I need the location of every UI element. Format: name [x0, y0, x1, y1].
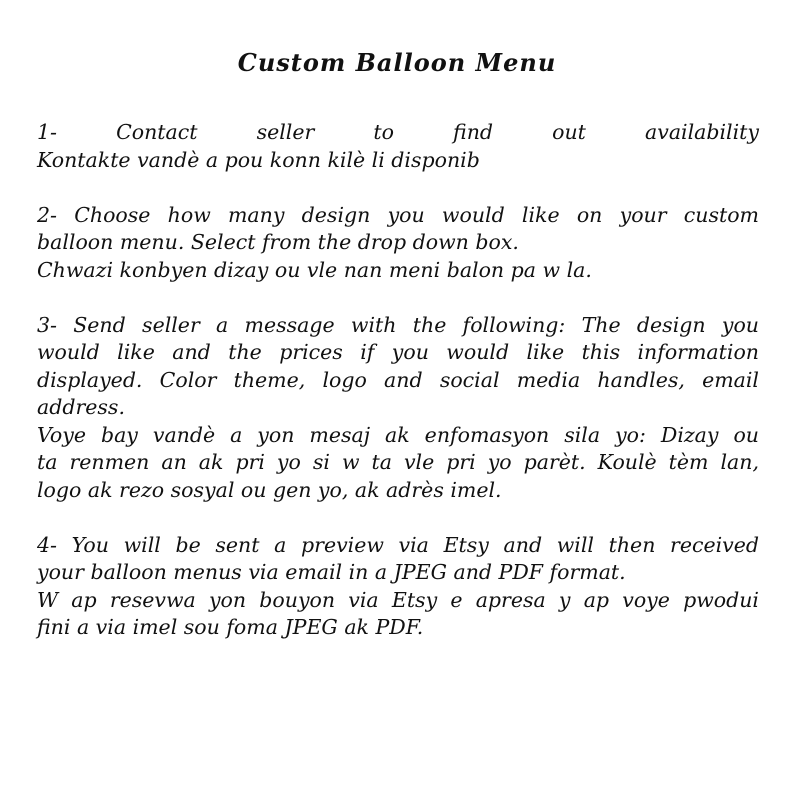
step-2-line-3: Chwazi konbyen dizay ou vle nan meni balon pa w la. [37, 257, 592, 282]
step-1 [37, 119, 759, 174]
step-4-line-1: 4- You will be sent a preview via Etsy and will then received [37, 532, 759, 557]
step-3-line-2: would like and the prices if you would like this information [37, 340, 759, 364]
step-3-line-1: 3- Send seller a message with the following: The design you [37, 312, 759, 337]
steps-list [37, 119, 759, 642]
step-3-line-3: displayed. Color theme, logo and social media handles, email [37, 367, 759, 392]
step-1-line-2: Kontakte vandè a pou konn kilè li disponib [37, 147, 480, 172]
step-4-line-3: W ap resevwa yon bouyon via Etsy e apresa y ap voye pwodui [37, 587, 759, 612]
step-2-line-1: 2- Choose how many design you would like on your custom [37, 202, 759, 227]
step-4-line-2: your balloon menus via email in a JPEG and PDF format. [37, 560, 626, 584]
step-1-line-1: 1- Contact seller to find out availability [37, 120, 759, 144]
step-2-line-2: balloon menu. Select from the drop down box. [37, 230, 519, 254]
step-3-line-4: address. [37, 395, 125, 419]
page-title: Custom Balloon Menu [237, 48, 557, 77]
step-3-line-7: logo ak rezo sosyal ou gen yo, ak adrès imel. [37, 477, 502, 502]
step-3-line-5: Voye bay vandè a yon mesaj ak enfomasyon sila yo: Dizay ou [37, 422, 759, 447]
step-2 [37, 202, 759, 285]
step-4-line-4: fini a via imel sou foma JPEG ak PDF. [37, 615, 424, 639]
step-4 [37, 532, 759, 642]
step-3-line-6: ta renmen an ak pri yo si w ta vle pri yo parèt. Koulè tèm lan, [37, 450, 759, 474]
step-3 [37, 312, 759, 505]
